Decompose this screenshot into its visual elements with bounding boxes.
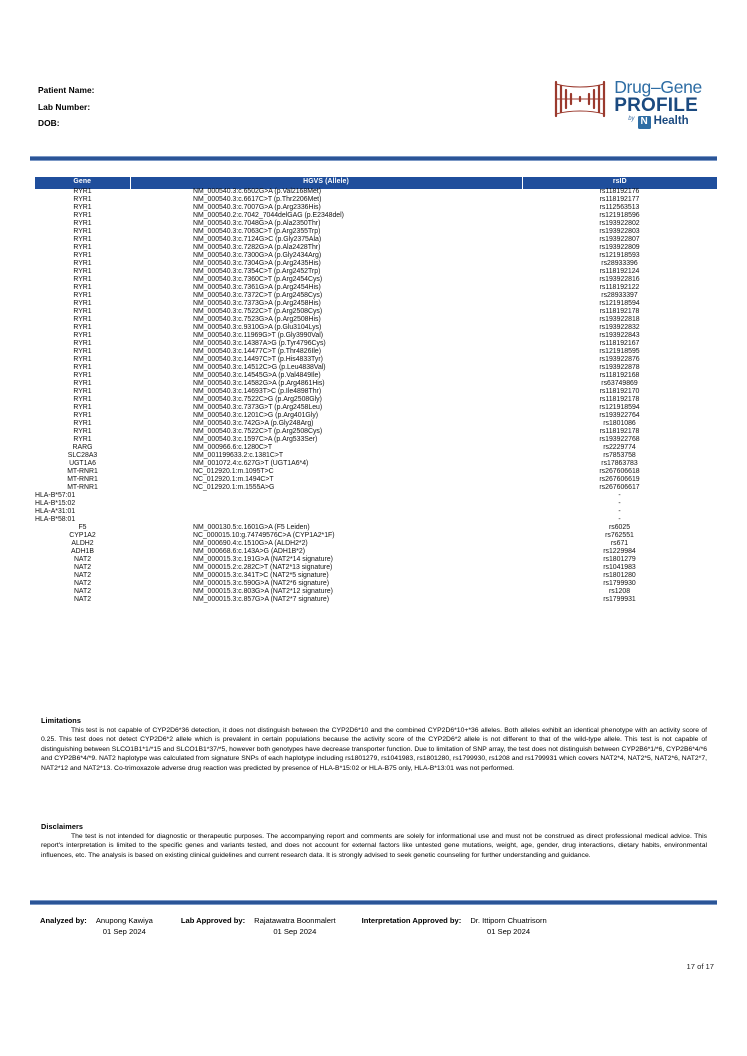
cell-gene: ADH1B [71, 548, 94, 556]
cell-hgvs: NM_000540.3:c.7063C>T (p.Arg2355Trp) [193, 228, 321, 236]
limitations-section [41, 716, 707, 773]
cell-hgvs: NM_000540.3:c.7282G>A (p.Ala2428Thr) [193, 244, 321, 252]
cell-rsid: rs671 [610, 540, 629, 548]
table-row [35, 493, 717, 501]
cell-hgvs: NM_000540.3:c.7522C>T (p.Arg2508Cys) [193, 308, 323, 316]
variants-table-head [35, 177, 717, 189]
cell-hgvs: NM_000540.3:c.14582G>A (p.Arg4861His) [193, 380, 325, 388]
cell-gene: RYR1 [73, 268, 92, 276]
cell-rsid: rs193922818 [599, 316, 640, 324]
cell-hgvs: NC_012920.1:m.1555A>G [193, 484, 275, 492]
logo-wordmark [614, 78, 702, 129]
cell-hgvs: NM_000015.3:c.857G>A (NAT2*7 signature) [193, 596, 330, 604]
cell-hgvs: NM_000540.3:c.14545G>A (p.Val4849Ile) [193, 372, 321, 380]
cell-hgvs: NM_000015.3:c.590G>A (NAT2*6 signature) [193, 580, 330, 588]
cell-hgvs [130, 493, 522, 501]
cell-rsid: rs267606617 [599, 484, 640, 492]
cell-gene: SLC28A3 [67, 452, 98, 460]
cell-hgvs: NM_000540.3:c.7373G>T (p.Arg2458Leu) [193, 404, 323, 412]
disclaimers-section [41, 822, 707, 860]
cell-rsid: - [618, 500, 621, 508]
cell-hgvs: NM_000966.6:c.1280C>T [193, 444, 273, 452]
cell-rsid: rs193922876 [599, 356, 640, 364]
header-divider [30, 156, 717, 161]
cell-hgvs: NM_000015.3:c.803G>A (NAT2*12 signature) [193, 588, 333, 596]
cell-gene: RARG [72, 444, 93, 452]
cell-hgvs: NM_000690.4:c.1510G>A (ALDH2*2) [193, 540, 308, 548]
limitations-title: Limitations [41, 716, 82, 725]
cell-gene: RYR1 [73, 252, 92, 260]
cell-rsid: rs28933396 [601, 260, 638, 268]
cell-rsid: rs1799931 [603, 596, 636, 604]
cell-gene: F5 [78, 524, 87, 532]
cell-rsid: rs118192168 [599, 372, 640, 380]
cell-rsid: rs267606618 [599, 468, 640, 476]
cell-hgvs: NM_000540.3:c.7304G>A (p.Arg2435His) [193, 260, 321, 268]
cell-gene: RYR1 [73, 212, 92, 220]
cell-gene: NAT2 [73, 556, 92, 564]
cell-hgvs: NM_000015.3:c.341T>C (NAT2*5 signature) [193, 572, 329, 580]
cell-gene: RYR1 [73, 324, 92, 332]
signature-date: 01 Sep 2024 [273, 927, 317, 936]
cell-hgvs: NM_000540.3:c.1201C>G (p.Arg401Gly) [193, 412, 319, 420]
column-header-gene: Gene [35, 177, 130, 189]
logo-by-text: by [628, 116, 635, 122]
cell-gene: RYR1 [73, 316, 92, 324]
signature-name: Anupong Kawiya [95, 916, 153, 925]
cell-gene: RYR1 [73, 388, 92, 396]
cell-gene: NAT2 [73, 588, 92, 596]
cell-gene: RYR1 [73, 380, 92, 388]
signatures-row [40, 915, 708, 937]
report-header [38, 77, 710, 144]
cell-gene: ALDH2 [71, 540, 94, 548]
cell-rsid: rs118192178 [599, 308, 640, 316]
disclaimers-title: Disclaimers [41, 822, 84, 831]
cell-hgvs: NC_000015.10:g.74749576C>A (CYP1A2*1F) [193, 532, 335, 540]
cell-rsid: rs7853758 [603, 452, 636, 460]
variants-table-body [35, 189, 717, 605]
cell-hgvs: NM_000015.2:c.282C>T (NAT2*13 signature) [193, 564, 333, 572]
cell-hgvs: NM_000540.3:c.7522C>G (p.Arg2508Gly) [193, 396, 322, 404]
signature-date: 01 Sep 2024 [486, 927, 531, 936]
cell-gene: RYR1 [73, 348, 92, 356]
cell-hgvs: NM_000540.3:c.6617C>T (p.Thr2206Met) [193, 196, 322, 204]
cell-rsid: rs118192176 [599, 188, 640, 196]
cell-gene: NAT2 [73, 580, 92, 588]
cell-gene: RYR1 [73, 260, 92, 268]
cell-rsid: rs193922843 [599, 332, 640, 340]
cell-hgvs: NM_000540.3:c.7124G>C (p.Gly2375Ala) [193, 236, 322, 244]
cell-rsid: rs1799930 [603, 580, 636, 588]
cell-gene: RYR1 [73, 372, 92, 380]
variants-table-container [35, 177, 717, 605]
page-number: 17 of 17 [686, 962, 714, 971]
cell-hgvs: NM_000540.3:c.7522C>T (p.Arg2508Cys) [193, 428, 323, 436]
cell-gene: RYR1 [73, 404, 92, 412]
cell-gene: HLA-B*58:01 [35, 516, 76, 524]
dob-label: DOB: [38, 118, 60, 128]
cell-rsid: rs1041983 [603, 564, 636, 572]
signature-date: 01 Sep 2024 [102, 927, 146, 936]
cell-rsid: rs193922878 [599, 364, 640, 372]
cell-gene: NAT2 [73, 564, 92, 572]
cell-hgvs: NM_000540.3:c.9310G>A (p.Glu3104Lys) [193, 324, 322, 332]
drug-gene-profile-logo [552, 78, 702, 129]
cell-rsid: rs118192167 [599, 340, 640, 348]
signature-label: Lab Approved by: [180, 916, 246, 925]
cell-gene: RYR1 [73, 356, 92, 364]
cell-rsid: rs17863783 [601, 460, 638, 468]
variants-table [35, 177, 717, 605]
cell-rsid: rs118192178 [599, 428, 640, 436]
cell-rsid: rs118192122 [599, 284, 640, 292]
cell-gene: RYR1 [73, 292, 92, 300]
cell-hgvs: NC_012920.1:m.1494C>T [193, 476, 274, 484]
cell-hgvs: NM_000015.3:c.191G>A (NAT2*14 signature) [193, 556, 333, 564]
cell-gene: RYR1 [73, 300, 92, 308]
cell-hgvs [130, 517, 522, 525]
cell-rsid: rs63749869 [601, 380, 638, 388]
cell-gene: RYR1 [73, 308, 92, 316]
cell-gene: RYR1 [73, 284, 92, 292]
cell-hgvs: NM_001072.4:c.627G>T (UGT1A6*4) [193, 460, 309, 468]
cell-rsid: rs112563513 [599, 204, 640, 212]
cell-hgvs: NM_000540.3:c.7372C>T (p.Arg2458Cys) [193, 292, 323, 300]
signature-value [461, 915, 546, 937]
cell-rsid: rs121918594 [599, 404, 640, 412]
cell-hgvs: NM_000540.3:c.11969G>T (p.Gly3990Val) [193, 332, 324, 340]
cell-gene: RYR1 [73, 412, 92, 420]
cell-gene: RYR1 [73, 428, 92, 436]
cell-hgvs: NM_000540.3:c.14477C>T (p.Thr4826Ile) [193, 348, 322, 356]
signature-group [181, 915, 336, 937]
cell-hgvs [130, 509, 522, 517]
cell-gene: MT-RNR1 [67, 468, 98, 476]
cell-rsid: rs762551 [605, 532, 634, 540]
cell-rsid: rs193922816 [599, 276, 640, 284]
cell-rsid: rs118192177 [599, 196, 640, 204]
cell-hgvs: NM_000540.3:c.7361G>A (p.Arg2454His) [193, 284, 321, 292]
cell-hgvs: NC_012920.1:m.1095T>C [193, 468, 274, 476]
cell-hgvs: NM_000540.3:c.14387A>G (p.Tyr4796Cys) [193, 340, 326, 348]
table-row [35, 509, 717, 517]
cell-gene: NAT2 [73, 572, 92, 580]
cell-gene: HLA-B*57:01 [35, 492, 76, 500]
patient-info-block [38, 82, 95, 132]
cell-hgvs: NM_000540.3:c.14512C>G (p.Leu4838Val) [193, 364, 326, 372]
cell-rsid: rs121918593 [599, 252, 640, 260]
cell-rsid: - [618, 516, 621, 524]
logo-brand-line [614, 116, 702, 129]
cell-rsid: rs193922809 [599, 244, 640, 252]
dna-helix-icon [552, 78, 608, 120]
cell-gene: MT-RNR1 [67, 476, 98, 484]
cell-gene: RYR1 [73, 220, 92, 228]
cell-rsid: rs28933397 [601, 292, 638, 300]
cell-rsid: rs193922802 [599, 220, 640, 228]
patient-name-label: Patient Name: [38, 85, 95, 95]
signature-label: Analyzed by: [40, 916, 87, 925]
cell-gene: UGT1A6 [69, 460, 96, 468]
cell-hgvs: NM_000540.3:c.1597C>A (p.Arg533Ser) [193, 436, 318, 444]
cell-rsid: rs267606619 [599, 476, 640, 484]
cell-gene: RYR1 [73, 396, 92, 404]
limitations-body: This test is not capable of CYP2D6*36 detection, it does not distinguish between the CYP2D6*10 and the combined CYP2D6*10+*36 alleles. Both alleles exhibit an identical phenotype with an activity score of 0.25. This test does not detect CYP2D6*2 allele which is prevalent in certain populations because the activity score of the CYP2D6*2 allele is not different to that of the wild-type allele. This test is not capable of distinguishing between SLCO1B1*1/*15 and SLCO1B1*37/*5, however both genotypes have decrease transporter function. Due to limitation of SNP array, the test does not distinguish between CYP2B6*1/*6, CYP2B6*4/*6 and CYP2B6*4/*9. NAT2 haplotype was calculated from signature SNPs of each haplotype including rs1801279, rs1041983, rs1801280, rs1799930, rs1208 and rs1799931 which covers NAT2*4, NAT2*5, NAT2*6, NAT2*7, NAT2*12 and NAT2*13. Co-trimoxazole adverse drug reaction was predicted by presence of HLA-B*15:02 or HLA-B75 only, HLA-B*13:01 was not performed. [41, 727, 707, 772]
signature-name: Rajatawatra Boonmalert [254, 916, 336, 925]
cell-rsid: rs193922768 [599, 436, 640, 444]
signature-value [245, 915, 335, 937]
cell-gene: RYR1 [73, 236, 92, 244]
cell-hgvs: NM_000540.3:c.7007G>A (p.Arg2336His) [193, 204, 321, 212]
cell-hgvs [130, 501, 522, 509]
n-health-badge-icon: N [638, 116, 651, 129]
cell-gene: HLA-A*31:01 [35, 508, 76, 516]
cell-hgvs: NM_000540.3:c.14497C>T (p.His4833Tyr) [193, 356, 323, 364]
cell-hgvs: NM_000668.6:c.143A>G (ADH1B*2) [193, 548, 306, 556]
cell-hgvs: NM_000540.3:c.7048G>A (p.Ala2350Thr) [193, 220, 321, 228]
cell-rsid: rs121918594 [599, 300, 640, 308]
cell-rsid: - [618, 492, 621, 500]
cell-gene: NAT2 [73, 596, 92, 604]
cell-gene: RYR1 [73, 436, 92, 444]
column-header-rsid: rsID [522, 177, 717, 189]
cell-hgvs: NM_000540.3:c.742G>A (p.Gly248Arg) [193, 420, 314, 428]
cell-gene: RYR1 [73, 420, 92, 428]
cell-hgvs: NM_000540.3:c.7360C>T (p.Arg2454Cys) [193, 276, 323, 284]
cell-rsid: rs193922764 [599, 412, 640, 420]
signature-label: Interpretation Approved by: [361, 916, 462, 925]
logo-health-text: Health [653, 115, 689, 128]
cell-gene: RYR1 [73, 196, 92, 204]
cell-gene: RYR1 [73, 340, 92, 348]
cell-gene: RYR1 [73, 204, 92, 212]
table-row [35, 485, 717, 493]
signature-group [362, 915, 547, 937]
cell-gene: RYR1 [73, 276, 92, 284]
cell-gene: HLA-B*15:02 [35, 500, 76, 508]
cell-gene: RYR1 [73, 188, 92, 196]
disclaimers-body: The test is not intended for diagnostic or therapeutic purposes. The accompanying report and comments are solely for informational use and must not be construed as direct professional medical advice. This report's interpretation is limited to the specific genes and variants tested, and does not account for external factors like untested gene mutations, weight, age, gender, drug interactions, dietary habits, environmental influences, etc. The analysis is based on existing clinical guidelines and current research data. It is strongly advised to seek genetic counseling for further understanding and guidance. [41, 833, 707, 859]
cell-gene: RYR1 [73, 244, 92, 252]
lab-number-label: Lab Number: [38, 101, 91, 112]
footer-divider [30, 900, 717, 905]
cell-hgvs: NM_000540.3:c.14693T>C (p.Ile4898Thr) [193, 388, 322, 396]
cell-rsid: rs1208 [608, 588, 631, 596]
cell-rsid: - [618, 508, 621, 516]
cell-gene: CYP1A2 [69, 532, 96, 540]
cell-rsid: rs2229774 [603, 444, 636, 452]
logo-line-profile: PROFILE [614, 94, 698, 116]
signature-group [40, 915, 153, 937]
cell-rsid: rs6025 [608, 524, 631, 532]
cell-rsid: rs1801280 [603, 572, 636, 580]
cell-rsid: rs193922803 [599, 228, 640, 236]
cell-gene: MT-RNR1 [67, 484, 98, 492]
cell-hgvs: NM_000130.5:c.1601G>A (F5 Leiden) [193, 524, 310, 532]
cell-hgvs: NM_000540.3:c.7523G>A (p.Arg2508His) [193, 316, 321, 324]
cell-rsid: rs118192170 [599, 388, 640, 396]
cell-rsid: rs118192178 [599, 396, 640, 404]
cell-rsid: rs193922832 [599, 324, 640, 332]
cell-hgvs: NM_000540.2:c.7042_7044delGAG (p.E2348del) [193, 212, 344, 220]
cell-rsid: rs1229984 [603, 548, 636, 556]
cell-rsid: rs193922807 [599, 236, 640, 244]
cell-rsid: rs121918595 [599, 348, 640, 356]
cell-gene: RYR1 [73, 364, 92, 372]
cell-rsid: rs1801086 [603, 420, 636, 428]
cell-gene: RYR1 [73, 228, 92, 236]
cell-rsid: rs121918596 [599, 212, 640, 220]
table-row [35, 501, 717, 509]
logo-line-drug-gene: Drug–Gene [614, 77, 702, 97]
cell-hgvs: NM_000540.3:c.7354C>T (p.Arg2452Trp) [193, 268, 321, 276]
cell-rsid: rs118192124 [599, 268, 640, 276]
signature-name: Dr. Ittiporn Chuatrisorn [470, 916, 547, 925]
signature-value [87, 915, 153, 937]
cell-hgvs: NM_000540.3:c.6502G>A (p.Val2168Met) [193, 188, 322, 196]
column-header-hgvs: HGVS (Allele) [130, 177, 522, 189]
cell-gene: RYR1 [73, 332, 92, 340]
cell-rsid: rs1801279 [603, 556, 636, 564]
cell-hgvs: NM_001199633.2:c.1381C>T [193, 452, 284, 460]
table-header-row [35, 177, 717, 189]
cell-hgvs: NM_000540.3:c.7373G>A (p.Arg2458His) [193, 300, 321, 308]
table-row [35, 597, 717, 605]
cell-hgvs: NM_000540.3:c.7300G>A (p.Gly2434Arg) [193, 252, 322, 260]
